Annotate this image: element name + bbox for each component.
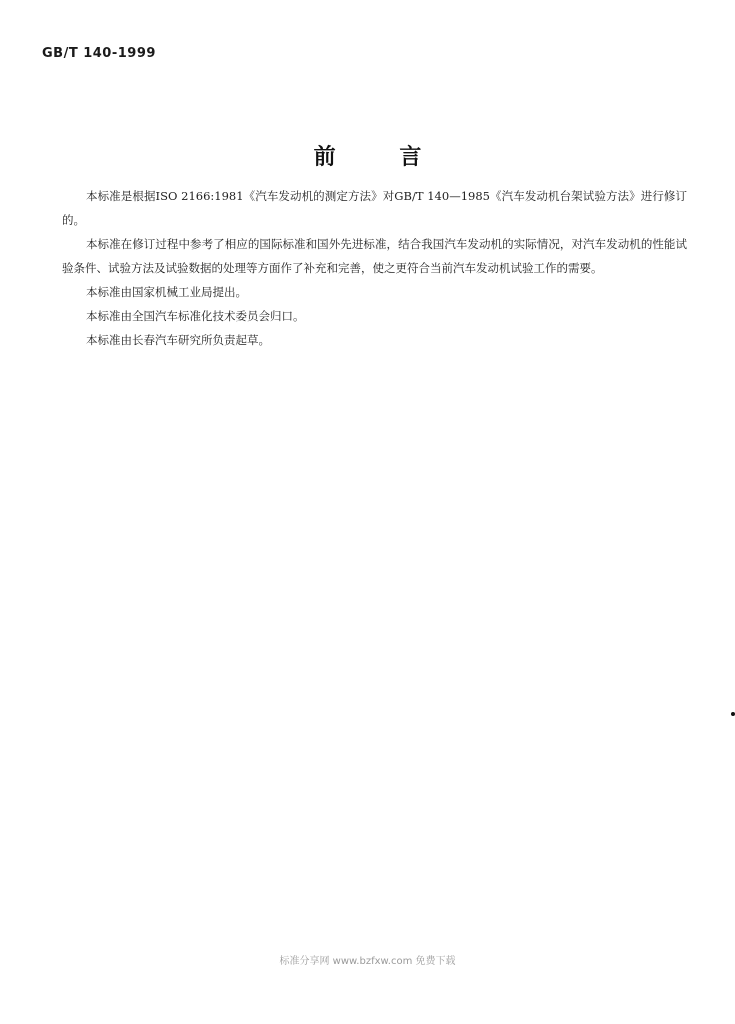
paragraph: 本标准由长春汽车研究所负责起草。 — [86, 333, 270, 347]
margin-mark — [731, 712, 735, 716]
preface-body — [62, 184, 687, 352]
paragraph: 本标准由国家机械工业局提出。 — [86, 285, 247, 299]
paragraph: 本标准在修订过程中参考了相应的国际标准和国外先进标准，结合我国汽车发动机的实际情况，对汽车发动机的性能试验条件、试验方法及试验数据的处理等方面作了补充和完善，使之更符合当前汽车发动机试验工作的需要。 — [62, 237, 687, 275]
footer-watermark: 标准分享网 www.bzfxw.com 免费下载 — [279, 956, 456, 967]
paragraph: 本标准是根据ISO 2166:1981《汽车发动机的测定方法》对GB/T 140—1985《汽车发动机台架试验方法》进行修订的。 — [62, 189, 687, 227]
standard-code: GB/T 140-1999 — [42, 46, 156, 61]
page-title: 前 言 — [313, 144, 450, 170]
paragraph: 本标准由全国汽车标准化技术委员会归口。 — [86, 309, 305, 323]
